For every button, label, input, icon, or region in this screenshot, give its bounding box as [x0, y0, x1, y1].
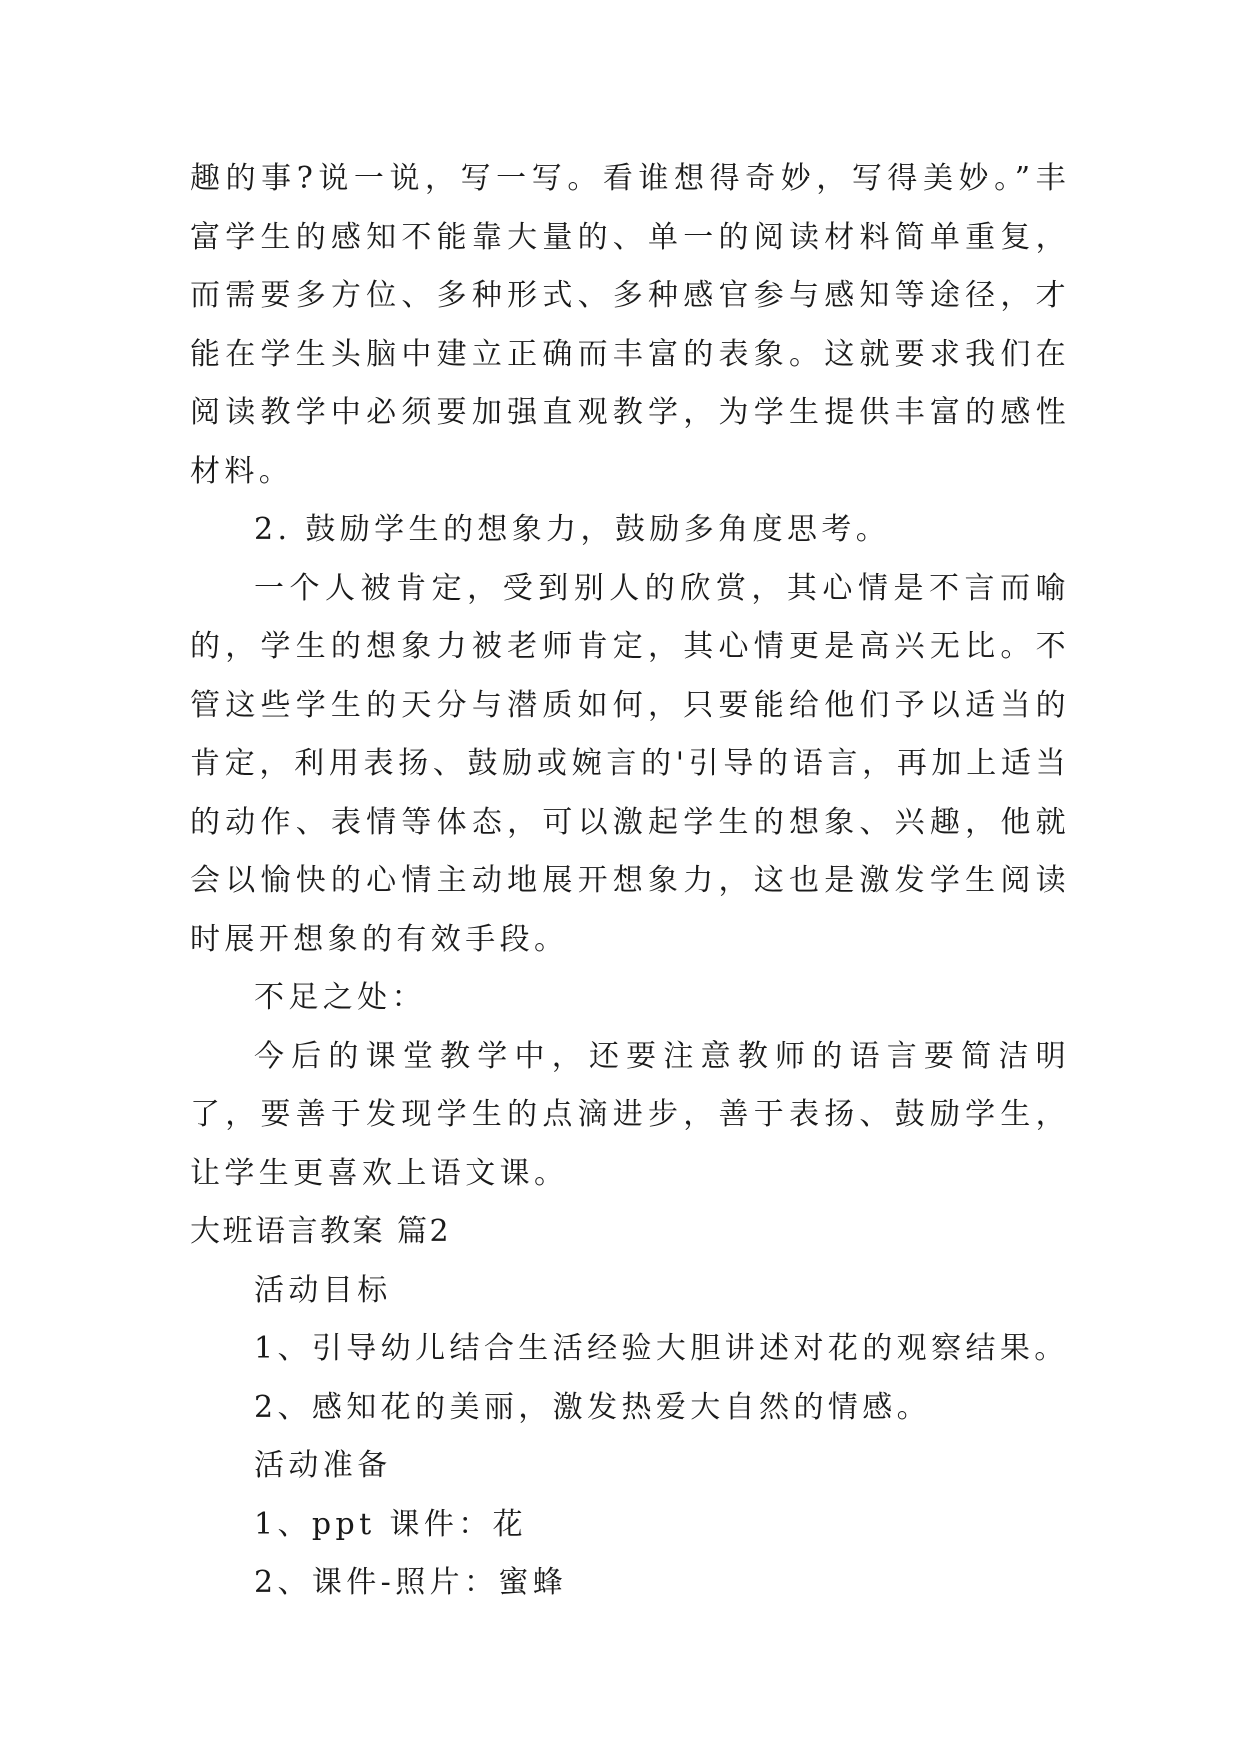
list-item-prep-2: 2、课件-照片：蜜蜂 — [254, 1565, 568, 1600]
document-body — [190, 150, 1070, 1613]
paragraph-continuation: 趣的事?说一说，写一写。看谁想得奇妙，写得美妙。”丰富学生的感知不能靠大量的、单一的阅读材料简单重复，而需要多方位、多种形式、多种感官参与感知等途径，才能在学生头脑中建立正确而丰富的表象。这就要求我们在阅读教学中必须要加强直观教学，为学生提供丰富的感性材料。 — [190, 161, 1070, 489]
section-heading: 大班语言教案 篇2 — [190, 1214, 452, 1249]
paragraph-point-2: 2. 鼓励学生的想象力，鼓励多角度思考。 — [254, 512, 891, 547]
paragraph-shortcomings-label: 不足之处： — [254, 980, 426, 1015]
list-item-prep-1: 1、ppt 课件：花 — [254, 1506, 528, 1542]
list-item-activity-goals: 活动目标 — [254, 1272, 392, 1308]
paragraph-improvement: 今后的课堂教学中，还要注意教师的语言要简洁明了，要善于发现学生的点滴进步，善于表扬、鼓励学生，让学生更喜欢上语文课。 — [190, 1038, 1070, 1191]
paragraph-encouragement: 一个人被肯定，受到别人的欣赏，其心情是不言而喻的，学生的想象力被老师肯定，其心情更是高兴无比。不管这些学生的天分与潜质如何，只要能给他们予以适当的肯定，利用表扬、鼓励或婉言的'引导的语言，再加上适当的动作、表情等体态，可以激起学生的想象、兴趣，他就会以愉快的心情主动地展开想象力，这也是激发学生阅读时展开想象的有效手段。 — [190, 570, 1070, 957]
list-item-activity-prep: 活动准备 — [254, 1448, 392, 1483]
list-item-goal-1: 1、引导幼儿结合生活经验大胆讲述对花的观察结果。 — [254, 1331, 1069, 1366]
list-item-goal-2: 2、感知花的美丽，激发热爱大自然的情感。 — [254, 1389, 932, 1425]
